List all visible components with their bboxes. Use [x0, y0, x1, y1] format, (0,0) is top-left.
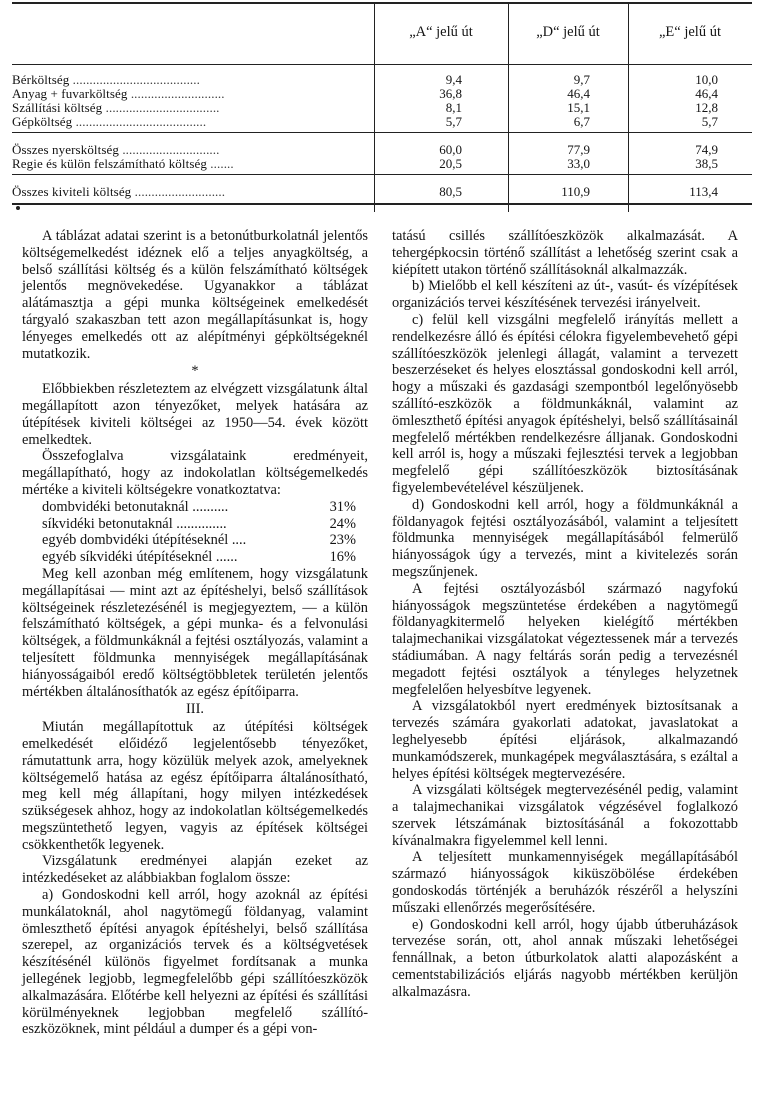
list-item: síkvidéki betonutaknál .............. 24% [42, 515, 356, 532]
row-label-szallitasi: Szállítási költség .................................. [12, 100, 220, 115]
cell: 20,5 [439, 156, 462, 171]
paragraph: a) Gondoskodni kell arról, hogy azoknál az építési munkálatoknál, ahol nagytömegű földanyag, valamint ömleszthető építési anyagok építéshelyi, belső szállítása szerepel, az organizációs tervek és a költségvetések készítésénél különös figyelmet fordítsanak a munka jellegének legjobb, legmegfelelőbb gépi szállítóeszközök alkalmazására. Előtérbe kell helyezni az építési és szállítási körülményeknek legjobban megfelelő szállító-eszközöknek, mint például a dumper és a gépi von- [22, 887, 368, 1038]
paragraph: A vizsgálatokból nyert eredmények biztosítsanak a tervezés számára gyakorlati adatokat, javaslatokat a leghelyesebb építési eljárások, alkalmazandó munkamódszerek, munkagépek megválasztására, s ezáltal a helyes építési költségek megtervezésére. [392, 698, 738, 782]
paragraph: A teljesített munkamennyiségek megállapításából származó hiányosságok kiküszöbölése érdekében gondoskodás történjék a beruházók részéről a helyszíni műszaki ellenőrzés megerősítésére. [392, 849, 738, 916]
cell: 12,8 [695, 100, 718, 115]
cell: 74,9 [695, 142, 718, 157]
paragraph: d) Gondoskodni kell arról, hogy a földmunkáknál a földanyagok fejtési osztályozásából, valamint a teljesített földmunka mennyiségek megállapításából felmerülő hiányosságok úgy a tervezés, mint a kivitelezés során megszűnjenek. [392, 496, 738, 580]
row-label-regie: Regie és külön felszámítható költség ....... [12, 156, 234, 171]
column-header-a: „A“ jelű út [409, 24, 473, 40]
cell: 77,9 [567, 142, 590, 157]
paragraph: e) Gondoskodni kell arról, hogy újabb útberuházások tervezése során, ott, ahol annak műszaki lehetőségei fennállnak, a beton útburkolatok alatti alapozásként a cementstabilizációs eljárás nagyobb mértékben kerüljön alkalmazásra. [392, 916, 738, 1000]
paragraph: A vizsgálati költségek megtervezésénél pedig, valamint a talajmechanikai vizsgálatok végzésével foglalkozó szervek létszámának biztosításánál a fokozottabb kívánalmakra figyelemmel kell lenni. [392, 782, 738, 849]
paragraph: Miután megállapítottuk az útépítési költségek emelkedését előidéző legjelentősebb tényezőket, rámutattunk arra, hogy közülük melyek azok, amelyeknek költségemelő hatása az egész építőiparra általánosítható, meg kell még állapítani, hogy milyen intézkedések szükségesek ahhoz, hogy az indokolatlan költségemelkedés megszüntethető legyen, vagyis az építések költségei csökkenthetők legyenek. [22, 719, 368, 853]
cell: 6,7 [573, 114, 590, 129]
paragraph: Előbbiekben részleteztem az elvégzett vizsgálatunk által megállapított azon tényezőket, melyek hatására az útépítések kiviteli költségei az 1950—54. évek között emelkedtek. [22, 381, 368, 448]
row-label-gepkoltseg: Gépköltség ....................................... [12, 114, 207, 129]
cost-table [12, 2, 752, 212]
cell: 15,1 [567, 100, 590, 115]
cell: 113,4 [689, 184, 718, 199]
paragraph: Meg kell azonban még említenem, hogy vizsgálatunk megállapításai — mint azt az építéshelyi, belső szállítások költségeinek részletezésénél is megjegyeztem, — a külön felszámítható költségek, a gépi munka- és a felvonulási költségek, a földmunkáknál a fejtési osztályozás, valamint a teljesített földmunka mennyiségek megállapításának hiányosságaiból eredő költségtöbbletek területén jelentős mértékben általánosíthatók az egész építőiparra. [22, 565, 368, 700]
cell: 80,5 [439, 184, 462, 199]
cell: 5,7 [445, 114, 462, 129]
section-separator: * [191, 363, 199, 380]
percentage-list [22, 499, 368, 566]
right-column [392, 228, 738, 1001]
left-column [22, 228, 368, 1038]
cell: 5,7 [701, 114, 718, 129]
cell: 110,9 [561, 184, 590, 199]
cell: 8,1 [445, 100, 462, 115]
bullet-mark [16, 206, 20, 210]
row-label-nyerskoltseg: Összes nyersköltség ............................. [12, 142, 220, 157]
section-heading: III. [186, 701, 204, 718]
paragraph: c) felül kell vizsgálni megfelelő irányítás mellett a rendelkezésre álló és építési célokra figyelembevehető gépi szállítóeszközök jelenlegi állagát, valamint a tervezett beszerzéseket és helyes elosztással gondoskodni kell arról, hogy a műszaki és gazdasági szempontból legelőnyösebb szállító-eszközök a földmunkáknál, valamint az ömleszthető építési anyagok építéshelyi, belső szállításainál megfelelő mértékben rendelkezésre álljanak. Gondoskodni kell arról is, hogy a műszaki fejlesztési tervek a legjobban megfelelő gépi szállítóeszközök biztosításának figyelembevételével készüljenek. [392, 311, 738, 496]
table-group-rule [12, 174, 752, 175]
cell: 33,0 [567, 156, 590, 171]
cell: 38,5 [695, 156, 718, 171]
list-item: egyéb síkvidéki útépítéseknél ...... 16% [42, 549, 356, 566]
paragraph: Vizsgálatunk eredményei alapján ezeket az intézkedéseket az alábbiakban foglalom össze: [22, 853, 368, 887]
paragraph: A táblázat adatai szerint is a betonútburkolatnál jelentős költségemelkedést idéznek elő a teljes anyagköltség, a belső szállítási költség és a külön felszámítható költségek jelentős megnövekedése. Ugyanakkor a táblázat alátámasztja a gépi munka költségeinek emelkedését tárgyaló szakaszban tett azon megállapításunkat is, hogy lényeges emelkedés ott az alépítményi gépköltségeknél mutatkozik. [22, 228, 368, 362]
row-label-osszes-kiviteli: Összes kiviteli költség ........................... [12, 184, 226, 199]
table-group-rule [12, 132, 752, 133]
cell: 60,0 [439, 142, 462, 157]
paragraph: tatású csillés szállítóeszközök alkalmazását. A tehergépkocsin történő szállítást a lehetőség szerint csak a kiépített utakon történő szállításoknál alkalmazzák. [392, 228, 738, 278]
cell: 10,0 [695, 72, 718, 87]
row-label-berkoltseg: Bérköltség ...................................... [12, 72, 200, 87]
row-label-anyag: Anyag + fuvarköltség ............................ [12, 86, 225, 101]
cell: 9,7 [573, 72, 590, 87]
list-item: dombvidéki betonutaknál .......... 31% [42, 498, 356, 515]
table-top-rule [12, 2, 752, 4]
cell: 36,8 [439, 86, 462, 101]
cell: 9,4 [445, 72, 462, 87]
cell: 46,4 [695, 86, 718, 101]
paragraph: A fejtési osztályozásból származó nagyfokú hiányosságok megszüntetése érdekében a nagytömegű földanyagkitermelő helyeken kielégítő mértékben talajmechanikai vizsgálatokat végeztessenek már a tervezés stádiumában. A nagy feltárás során pedig a tervezésnél megadott fejtési osztályok a tényleges helyzetnek megfelelően helyesbítve legyenek. [392, 580, 738, 698]
paragraph: Összefoglalva vizsgálataink eredményeit, megállapítható, hogy az indokolatlan költségemelkedés mértéke a kiviteli költségekre vonatkoztatva: [22, 448, 368, 498]
list-item: egyéb dombvidéki útépítéseknél .... 23% [42, 532, 356, 549]
paragraph: b) Mielőbb el kell készíteni az út-, vasút- és vízépítések organizációs tervei készítésének tervezési irányelveit. [392, 278, 738, 312]
column-header-e: „E“ jelű út [658, 24, 721, 40]
column-header-d: „D“ jelű út [536, 24, 600, 40]
table-bottom-rule [12, 203, 752, 205]
table-header-rule [12, 64, 752, 65]
cell: 46,4 [567, 86, 590, 101]
